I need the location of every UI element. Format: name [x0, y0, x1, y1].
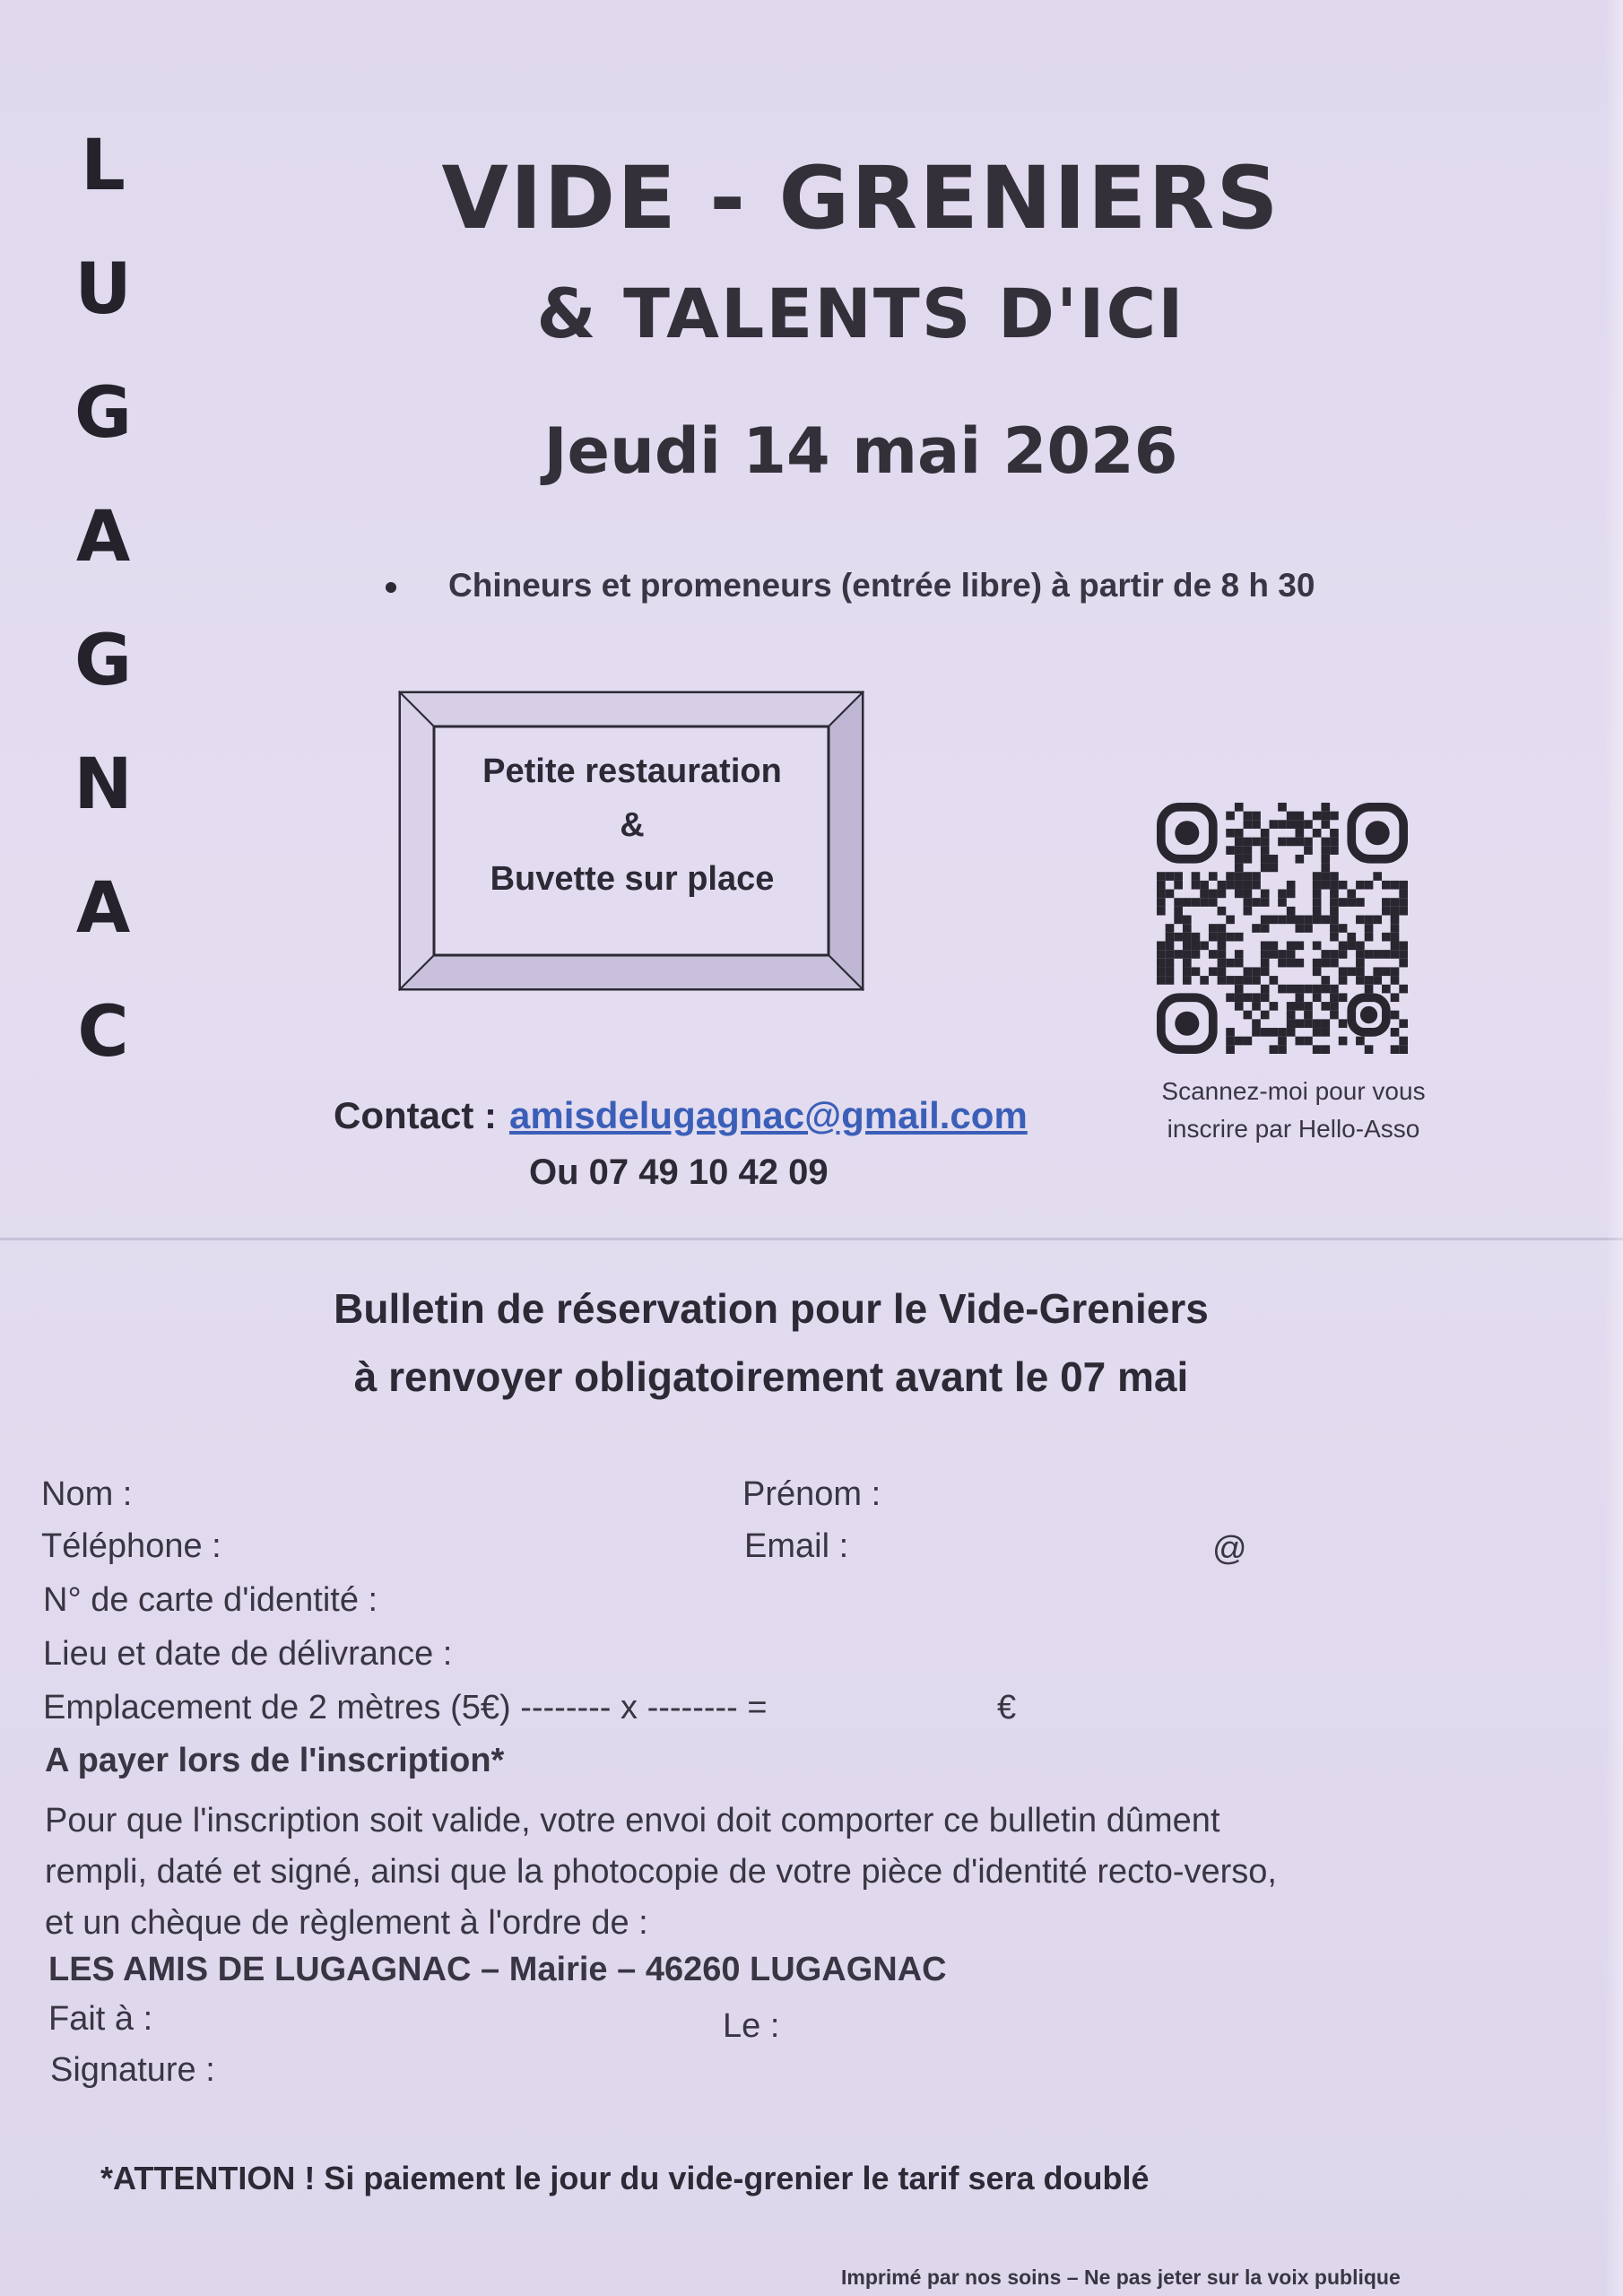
bullet-dot-icon [386, 582, 396, 593]
side-title-letter: L [81, 126, 126, 206]
field-telephone-label: Téléphone : [41, 1527, 221, 1565]
paper-fold-line [0, 1238, 1623, 1240]
opening-hours-text: Chineurs et promeneurs (entrée libre) à partir de 8 h 30 [448, 567, 1315, 604]
ampersand-line: & [620, 806, 645, 844]
contact-email-link[interactable]: amisdelugagnac@gmail.com [509, 1094, 1028, 1136]
side-title-letter: C [77, 992, 129, 1073]
field-email-label: Email : [744, 1527, 849, 1565]
field-prenom-label: Prénom : [742, 1475, 881, 1513]
side-title-letter: A [75, 497, 131, 578]
field-nom-label: Nom : [41, 1475, 133, 1513]
restauration-line: Petite restauration [482, 752, 782, 790]
field-le-label: Le : [723, 2007, 780, 2045]
event-date: Jeudi 14 mai 2026 [543, 414, 1178, 488]
field-emplacement-label: Emplacement de 2 mètres (5€) -------- x -------- = [43, 1689, 768, 1726]
buvette-line: Buvette sur place [490, 860, 775, 898]
validity-line: rempli, daté et signé, ainsi que la photocopie de votre pièce d'identité recto-verso, [45, 1853, 1277, 1891]
payee-address: LES AMIS DE LUGAGNAC – Mairie – 46260 LUGAGNAC [48, 1951, 947, 1988]
qr-code-icon[interactable] [1157, 803, 1408, 1054]
validity-paragraph [45, 1796, 1569, 1949]
restauration-box [439, 744, 825, 906]
side-title-letter: U [74, 249, 132, 330]
payment-note: A payer lors de l'inscription* [45, 1742, 505, 1779]
field-carte-label: N° de carte d'identité : [43, 1581, 378, 1619]
contact-line [334, 1094, 1028, 1137]
bulletin-deadline: à renvoyer obligatoirement avant le 07 mai [353, 1353, 1189, 1400]
opening-hours-line [386, 567, 1315, 604]
qr-caption [1139, 1073, 1448, 1148]
attention-note: *ATTENTION ! Si paiement le jour du vide-grenier le tarif sera doublé [100, 2160, 1150, 2196]
side-title-letter: G [74, 373, 133, 454]
field-fait-label: Fait à : [48, 2000, 153, 2038]
euro-sign: € [997, 1689, 1017, 1726]
page-title: VIDE - GRENIERS [441, 148, 1280, 248]
validity-line: et un chèque de règlement à l'ordre de : [45, 1904, 648, 1942]
qr-caption-line: inscrire par Hello-Asso [1167, 1115, 1420, 1143]
bulletin-heading: Bulletin de réservation pour le Vide-Greniers [334, 1285, 1209, 1332]
contact-phone: Ou 07 49 10 42 09 [529, 1152, 829, 1192]
qr-caption-line: Scannez-moi pour vous [1161, 1077, 1426, 1105]
field-lieu-label: Lieu et date de délivrance : [43, 1635, 453, 1673]
validity-line: Pour que l'inscription soit valide, votre envoi doit comporter ce bulletin dûment [45, 1802, 1220, 1839]
field-signature-label: Signature : [50, 2051, 215, 2089]
page-subtitle: & TALENTS D'ICI [536, 274, 1185, 353]
at-sign: @ [1212, 1530, 1247, 1568]
side-title-letter: A [75, 868, 131, 949]
contact-label: Contact : [334, 1094, 497, 1136]
side-title-letter: G [74, 621, 133, 701]
side-title-letter: N [74, 744, 133, 825]
paper-edge-shade [1605, 0, 1623, 2296]
footer-note: Imprimé par nos soins – Ne pas jeter sur la voix publique [841, 2266, 1401, 2289]
